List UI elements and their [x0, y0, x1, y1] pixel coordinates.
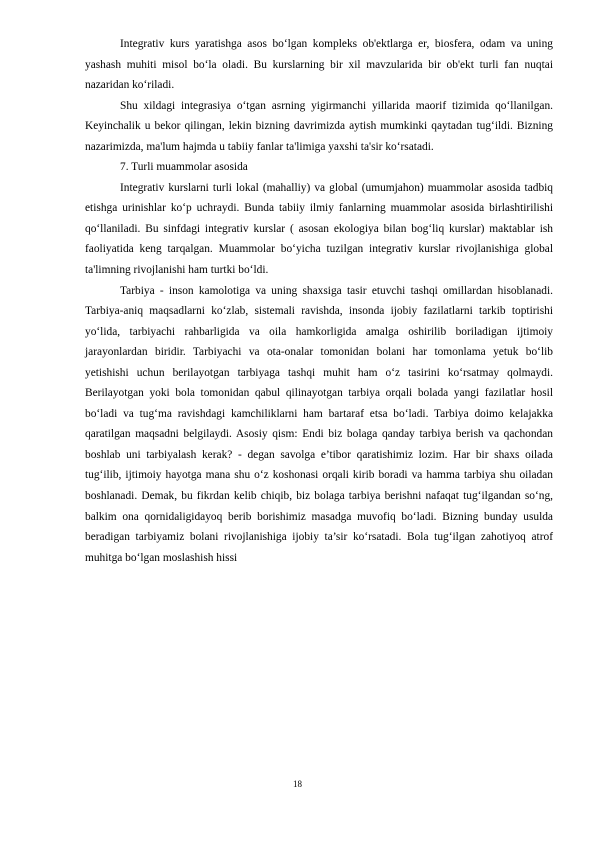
paragraph-problem-based-courses: Integrativ kurslarni turli lokal (mahalliy) va global (umumjahon) muammolar asosida tadbiq etishga urinishlar ko‘p uchraydi. Bunda tabiiy ilmiy fanlarning muammolar asosida birlashtirilishi qo‘llaniladi. Bu sinfdagi integrativ kurslar ( asosan ekologiya bilan bog‘liq kurslar) maktablar ish faoliyatida keng tarqalgan. Muammolar bo‘yicha tuzilgan integrativ kurslar rivojlanishiga global ta'limning rivojlanishi ham turtki bo‘ldi.: [85, 181, 553, 277]
paragraph-integration-history: Shu xildagi integrasiya o‘tgan asrning yigirmanchi yillarida maorif tizimida qo‘llanilgan. Keyinchalik u bekor qilingan, lekin bizning davrimizda aytish mumkinki qaytadan tug‘ildi. Bizning nazarimizda, ma'lum hajmda u tabiiy fanlar ta'limiga yaxshi ta'sir ko‘rsatadi.: [85, 99, 553, 153]
page-number: 18: [293, 779, 302, 789]
paragraph-integrative-courses: Integrativ kurs yaratishga asos bo‘lgan kompleks ob'ektlarga er, biosfera, odam va uning yashash muhiti misol bo‘la oladi. Bu kurslarning bir xil mavzularida bir ob'ekt turli fan nuqtai nazaridan ko‘riladi.: [85, 38, 553, 92]
paragraph-upbringing: Tarbiya - inson kamolotiga va uning shaxsiga tasir etuvchi tashqi omillardan hisoblanadi. Tarbiya-aniq maqsadlarni ko‘zlab, sistemali ravishda, insonda ijobiy fazilatlarni tarkib toptirishi yo‘lida, tarbiyachi rahbarligida va oila hamkorligida amalga oshirilib boriladigan ijtimoiy jarayonlardan biridir. Tarbiyachi va ota-onalar tomonidan bolani har tomonlama yetuk bo‘lib yetishishi uchun berilayotgan tarbiyaga tashqi muhit ham o‘z tasirini ko‘rsatmay qolmaydi. Berilayotgan yoki bola tomonidan qabul qilinayotgan tarbiya orqali bolada yangi fazilatlar hosil bo‘ladi va tug‘ma ravishdagi kamchiliklarni ham bartaraf etsa bo‘ladi. Tarbiya doimo kelajakka qaratilgan maqsadni belgilaydi. Asosiy qism: Endi biz bolaga qanday tarbiya berish va qachondan boshlab uni tarbiyalash kerak? - degan savolga e’tibor qaratishimiz lozim. Har bir shaxs oilada tug‘ilib, ijtimoiy hayotga mana shu o‘z koshonasi orqali kirib boradi va hamma tarbiya shu oiladan boshlanadi. Demak, bu fikrdan kelib chiqib, biz bolaga tarbiya berishni nafaqat tug‘ilgandan so‘ng, balkim ona qornidaligidayoq berib borishimiz masadga muvofiq bo‘ladi. Bizning bunday usulda beradigan tarbiyamiz bolani rivojlanishiga ijobiy ta’sir ko‘rsatadi. Bola tug‘ilgan zahotiyoq atrof muhitga bo‘lgan moslashish hissi: [85, 284, 553, 564]
document-body: [85, 34, 553, 568]
section-heading: 7. Turli muammolar asosida: [120, 161, 248, 174]
